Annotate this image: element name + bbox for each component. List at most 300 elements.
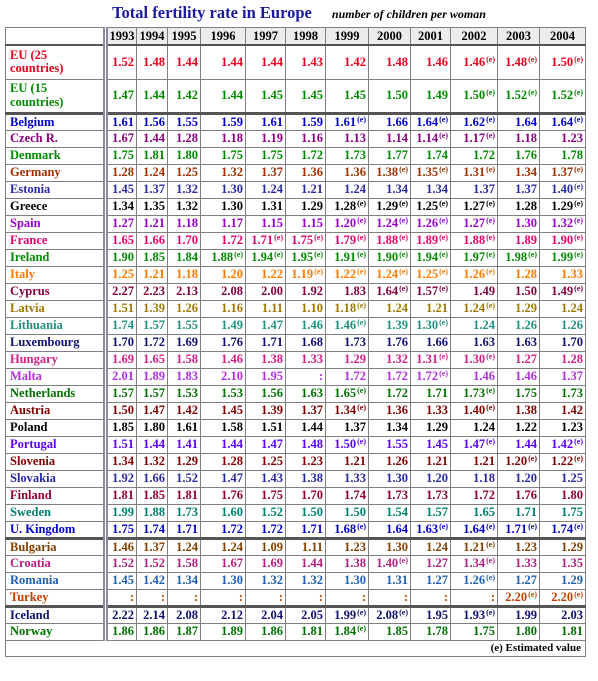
value: 1.59 — [221, 114, 243, 129]
value-cell — [451, 317, 498, 334]
value-cell — [411, 453, 451, 470]
value: 1.22 — [261, 267, 283, 282]
value: 2.27 — [112, 284, 134, 299]
value-cell — [369, 538, 411, 555]
estimate-marker: (e) — [439, 114, 448, 124]
value-cell — [286, 164, 326, 181]
estimate-marker: (e) — [399, 199, 408, 209]
value: 1.25 — [416, 267, 439, 282]
value-cell — [540, 79, 586, 113]
estimate-marker: (e) — [486, 386, 495, 396]
value-cell — [540, 334, 586, 351]
value-cell — [137, 79, 168, 113]
estimate-marker: (e) — [274, 250, 283, 260]
value: 1.30 — [221, 182, 243, 197]
value-cell — [451, 300, 498, 317]
value-cell — [451, 79, 498, 113]
value-cell — [369, 334, 411, 351]
estimate-marker: (e) — [357, 624, 366, 634]
value: 1.30 — [416, 318, 439, 333]
value-cell — [286, 606, 326, 623]
value-cell — [286, 130, 326, 147]
value: 1.35 — [561, 556, 583, 571]
header-corner — [6, 28, 106, 46]
value-cell — [137, 453, 168, 470]
value: 1.92 — [301, 284, 323, 299]
value: 1.38 — [376, 165, 399, 180]
estimate-marker: (e) — [486, 88, 495, 98]
value: 1.50 — [463, 88, 486, 103]
value: 1.24 — [561, 301, 583, 316]
value-cell — [326, 45, 369, 79]
value-cell — [106, 555, 137, 572]
value: : — [490, 589, 495, 604]
value: 1.75 — [112, 521, 134, 536]
value: 1.43 — [301, 55, 323, 69]
value-cell — [451, 215, 498, 232]
value: 1.57 — [112, 386, 134, 401]
value-cell — [540, 623, 586, 640]
value: 1.32 — [301, 573, 323, 588]
value: 1.55 — [176, 114, 198, 129]
value-cell — [201, 453, 246, 470]
estimate-marker: (e) — [574, 437, 583, 447]
value: 1.37 — [561, 369, 583, 384]
value: 1.50 — [344, 505, 366, 520]
value: 1.63 — [473, 335, 495, 350]
value: 1.33 — [301, 352, 323, 367]
value: 1.25 — [561, 471, 583, 486]
value-cell — [246, 385, 286, 402]
value-cell — [451, 572, 498, 589]
value-cell — [201, 436, 246, 453]
value-cell — [286, 402, 326, 419]
value-cell — [106, 232, 137, 249]
value-cell — [201, 181, 246, 198]
value-cell — [540, 436, 586, 453]
value-cell — [451, 436, 498, 453]
value: 1.46 — [426, 55, 448, 69]
value-cell — [246, 623, 286, 640]
value: 1.45 — [344, 88, 366, 103]
value-cell — [246, 436, 286, 453]
value: 1.42 — [561, 403, 583, 418]
table-row — [6, 283, 586, 300]
value-cell — [369, 113, 411, 130]
value-cell — [106, 266, 137, 283]
value-cell — [451, 368, 498, 385]
value-cell — [201, 113, 246, 130]
value-cell — [498, 623, 540, 640]
value-cell — [286, 215, 326, 232]
value-cell — [411, 623, 451, 640]
value-cell — [451, 266, 498, 283]
value-cell — [498, 79, 540, 113]
value: 1.95 — [426, 607, 448, 622]
table-row — [6, 589, 586, 606]
value: 1.26 — [463, 573, 486, 588]
value-cell — [137, 198, 168, 215]
value: 1.47 — [261, 318, 283, 333]
country-name: Italy — [6, 266, 106, 283]
value-cell — [498, 45, 540, 79]
value: 1.20 — [334, 216, 357, 231]
value-cell — [369, 300, 411, 317]
value: 1.66 — [143, 233, 165, 248]
value: 1.50 — [112, 403, 134, 418]
value-cell — [286, 45, 326, 79]
estimate-marker: (e) — [399, 250, 408, 260]
value-cell — [137, 45, 168, 79]
value-cell — [246, 368, 286, 385]
value-cell — [369, 164, 411, 181]
value-cell — [246, 572, 286, 589]
value: 1.31 — [386, 573, 408, 588]
value-cell — [411, 470, 451, 487]
value: 1.30 — [344, 573, 366, 588]
value: 1.72 — [143, 335, 165, 350]
value: 1.24 — [261, 182, 283, 197]
value: 1.40 — [463, 403, 486, 418]
value-cell — [246, 521, 286, 538]
value: 1.51 — [261, 420, 283, 435]
value: 1.44 — [301, 420, 323, 435]
value-cell — [201, 555, 246, 572]
value-cell — [137, 606, 168, 623]
value: 1.48 — [143, 55, 165, 69]
value: 1.47 — [112, 88, 134, 103]
value-cell — [286, 232, 326, 249]
value-cell — [106, 419, 137, 436]
value: 2.08 — [176, 607, 198, 622]
estimate-marker: (e) — [574, 165, 583, 175]
value: 1.76 — [515, 148, 537, 163]
estimate-marker: (e) — [439, 131, 448, 141]
value: 1.44 — [515, 437, 537, 452]
estimate-marker: (e) — [486, 250, 495, 260]
year-header: 2001 — [411, 28, 451, 46]
value: 1.61 — [261, 114, 283, 129]
value: 1.20 — [221, 267, 243, 282]
value-cell — [369, 215, 411, 232]
value: 1.45 — [112, 573, 134, 588]
value-cell — [411, 147, 451, 164]
value-cell — [106, 249, 137, 266]
value-cell — [168, 606, 201, 623]
table-row — [6, 470, 586, 487]
estimate-marker: (e) — [528, 55, 537, 64]
value-cell — [540, 453, 586, 470]
value-cell — [498, 249, 540, 266]
value: 1.23 — [344, 539, 366, 554]
value: 1.27 — [515, 573, 537, 588]
estimate-marker: (e) — [357, 250, 366, 260]
value-cell — [201, 232, 246, 249]
value: 1.28 — [515, 267, 537, 282]
value-cell — [168, 266, 201, 283]
value-cell — [286, 419, 326, 436]
value-cell — [369, 351, 411, 368]
value-cell — [411, 402, 451, 419]
value: 1.34 — [112, 454, 134, 469]
value: 1.51 — [112, 437, 134, 452]
value-cell — [137, 249, 168, 266]
value-cell — [326, 334, 369, 351]
estimate-marker: (e) — [486, 199, 495, 209]
value: 1.46 — [473, 369, 495, 384]
table-row — [6, 266, 586, 283]
estimate-marker: (e) — [357, 216, 366, 226]
value-cell — [326, 623, 369, 640]
value: 1.26 — [463, 267, 486, 282]
value: 1.45 — [261, 88, 283, 103]
value-cell — [286, 351, 326, 368]
value: 1.27 — [463, 199, 486, 214]
estimate-marker: (e) — [399, 284, 408, 294]
value: 1.33 — [515, 556, 537, 571]
estimate-marker: (e) — [357, 114, 366, 124]
value-cell — [326, 368, 369, 385]
value: 1.38 — [261, 352, 283, 367]
value-cell — [411, 300, 451, 317]
value: 1.57 — [416, 284, 439, 299]
value-cell — [451, 487, 498, 504]
estimate-marker: (e) — [528, 521, 537, 531]
value-cell — [369, 317, 411, 334]
value-cell — [201, 266, 246, 283]
value: 1.21 — [426, 301, 448, 316]
value-cell — [369, 453, 411, 470]
value-cell — [246, 45, 286, 79]
value: 1.20 — [426, 471, 448, 486]
value: 1.28 — [334, 199, 357, 214]
value: 1.71 — [176, 521, 198, 536]
value-cell — [451, 606, 498, 623]
country-name: U. Kingdom — [6, 521, 106, 538]
value: 1.99 — [515, 607, 537, 622]
value: 1.95 — [291, 250, 314, 265]
value: 1.47 — [261, 437, 283, 452]
value-cell — [137, 572, 168, 589]
year-header: 1996 — [201, 28, 246, 46]
estimate-marker: (e) — [486, 437, 495, 447]
value-cell — [451, 623, 498, 640]
value-cell — [137, 351, 168, 368]
value: 1.74 — [426, 148, 448, 163]
value: 1.57 — [143, 318, 165, 333]
value: 1.34 — [112, 199, 134, 214]
value-cell — [411, 249, 451, 266]
value: 1.52 — [505, 88, 528, 103]
value-cell — [498, 215, 540, 232]
value: 2.08 — [376, 607, 399, 622]
value-cell — [411, 385, 451, 402]
value-cell — [369, 521, 411, 538]
value: 1.94 — [416, 250, 439, 265]
value: 1.32 — [551, 216, 574, 231]
value-cell — [168, 130, 201, 147]
value-cell — [451, 164, 498, 181]
estimate-marker: (e) — [357, 267, 366, 277]
value: 1.53 — [176, 386, 198, 401]
value-cell — [201, 45, 246, 79]
value-cell — [168, 555, 201, 572]
value-cell — [246, 266, 286, 283]
value-cell — [286, 538, 326, 555]
table-row — [6, 79, 586, 113]
value: 1.44 — [221, 437, 243, 452]
value: 1.33 — [561, 267, 583, 282]
value: 1.50 — [301, 505, 323, 520]
value-cell — [137, 283, 168, 300]
value: 1.39 — [261, 403, 283, 418]
estimate-marker: (e) — [357, 403, 366, 413]
value: 1.31 — [261, 199, 283, 214]
value-cell — [106, 487, 137, 504]
value-cell — [137, 538, 168, 555]
value: 1.50 — [334, 437, 357, 452]
value: 1.91 — [334, 250, 357, 265]
value-cell — [168, 232, 201, 249]
estimate-marker: (e) — [528, 88, 537, 98]
table-row — [6, 130, 586, 147]
value-cell — [246, 198, 286, 215]
value-cell — [246, 147, 286, 164]
year-header: 1999 — [326, 28, 369, 46]
value-cell — [201, 147, 246, 164]
estimate-marker: (e) — [574, 589, 583, 599]
value: 1.49 — [221, 318, 243, 333]
country-name: Austria — [6, 402, 106, 419]
value-cell — [137, 215, 168, 232]
value: 1.29 — [301, 199, 323, 214]
value-cell — [326, 589, 369, 606]
value: 1.76 — [386, 335, 408, 350]
value-cell — [286, 555, 326, 572]
value-cell — [498, 351, 540, 368]
value: 1.73 — [344, 148, 366, 163]
table-row — [6, 45, 586, 79]
estimate-marker: (e) — [439, 199, 448, 209]
value: : — [318, 589, 323, 604]
value-cell — [411, 419, 451, 436]
value: 1.71 — [426, 386, 448, 401]
value: 1.34 — [334, 403, 357, 418]
value: 1.49 — [473, 284, 495, 299]
value: 1.42 — [176, 403, 198, 418]
value: 1.11 — [301, 539, 323, 554]
value: 1.74 — [344, 488, 366, 503]
value-cell — [168, 317, 201, 334]
year-header: 1997 — [246, 28, 286, 46]
value-cell — [106, 45, 137, 79]
value-cell — [137, 419, 168, 436]
estimate-marker: (e) — [574, 284, 583, 294]
value-cell — [540, 232, 586, 249]
value: 1.31 — [463, 165, 486, 180]
value: 1.44 — [143, 88, 165, 103]
estimate-marker: (e) — [399, 216, 408, 226]
value-cell — [498, 572, 540, 589]
value: 1.33 — [426, 403, 448, 418]
value-cell — [326, 606, 369, 623]
table-body — [6, 45, 586, 640]
value: 1.86 — [261, 624, 283, 639]
value: 2.08 — [221, 284, 243, 299]
value-cell — [201, 351, 246, 368]
value: 1.39 — [143, 301, 165, 316]
value: 1.21 — [426, 454, 448, 469]
country-name: Cyprus — [6, 283, 106, 300]
table-row — [6, 164, 586, 181]
value: 1.49 — [426, 88, 448, 103]
value-cell — [137, 164, 168, 181]
value: 1.63 — [301, 386, 323, 401]
value-cell — [451, 334, 498, 351]
value-cell — [540, 538, 586, 555]
value-cell — [411, 538, 451, 555]
value: 1.24 — [426, 539, 448, 554]
value-cell — [106, 572, 137, 589]
value-cell — [106, 181, 137, 198]
header — [0, 3, 598, 25]
value: 1.44 — [143, 131, 165, 146]
value: 1.46 — [334, 318, 357, 333]
value: : — [129, 589, 134, 604]
value: 1.75 — [221, 148, 243, 163]
value-cell — [246, 453, 286, 470]
value: 1.62 — [463, 114, 486, 129]
value: 1.80 — [143, 420, 165, 435]
value-cell — [137, 504, 168, 521]
value: 1.24 — [473, 318, 495, 333]
estimate-marker: (e) — [314, 250, 323, 260]
table-row — [6, 436, 586, 453]
estimate-marker: (e) — [357, 318, 366, 328]
value: 1.72 — [221, 233, 243, 248]
value-cell — [498, 164, 540, 181]
value: 1.99 — [334, 607, 357, 622]
estimate-marker: (e) — [486, 131, 495, 141]
value: 1.39 — [386, 318, 408, 333]
value: 1.70 — [176, 233, 198, 248]
value: 1.57 — [143, 386, 165, 401]
value-cell — [411, 572, 451, 589]
value-cell — [246, 470, 286, 487]
value-cell — [106, 538, 137, 555]
table-row — [6, 317, 586, 334]
value: 1.33 — [344, 471, 366, 486]
value: 1.58 — [221, 420, 243, 435]
table-row — [6, 555, 586, 572]
value-cell — [369, 249, 411, 266]
value-cell — [411, 606, 451, 623]
value: 1.71 — [515, 505, 537, 520]
value-cell — [168, 215, 201, 232]
value: 1.29 — [426, 420, 448, 435]
value: 1.55 — [176, 318, 198, 333]
value: 1.26 — [176, 301, 198, 316]
value: 1.59 — [301, 114, 323, 129]
value-cell — [246, 555, 286, 572]
value: 1.48 — [301, 437, 323, 452]
country-name: Ireland — [6, 249, 106, 266]
value: : — [443, 589, 448, 604]
value: 1.60 — [221, 505, 243, 520]
value-cell — [168, 368, 201, 385]
value: 1.13 — [344, 131, 366, 146]
value-cell — [498, 198, 540, 215]
